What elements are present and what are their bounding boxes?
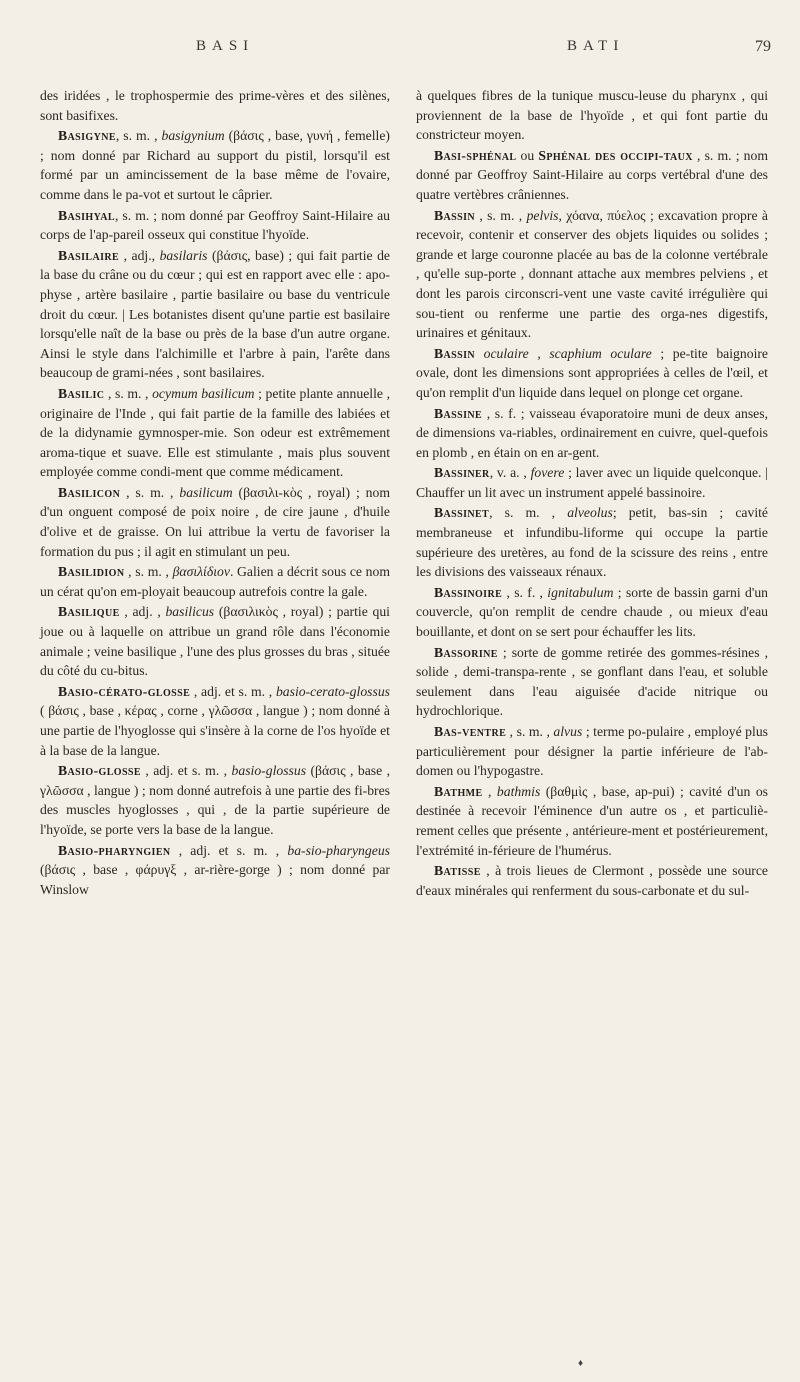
entry-headword: Bassorine — [434, 644, 498, 660]
entry-definition: (βάσις , base , γλῶσσα , langue ) ; nom donné autrefois à une partie des fi-bres des muscles hyoglosses , qui , de la partie supérieure de l'hyoïde, se porte vers la base de la langue. — [40, 763, 391, 837]
dictionary-entry — [40, 562, 390, 601]
entry-definition: ; pe-tite baignoire ovale, dont les dimensions sont appropriées à celles de l'œil, et qu'on remplit d'un liquide dans lequel on plonge cet organe. — [416, 345, 769, 400]
dictionary-entry — [416, 722, 768, 781]
entry-text: , à trois lieues de Clermont , possède une source d'eaux minérales qui renferment du sous-carbonate et du sul- — [416, 863, 768, 898]
entry-text: , s. m. , — [124, 564, 173, 580]
entry-headword: Basilicon — [58, 484, 121, 500]
entry-text: , s. m. , — [475, 207, 527, 223]
dictionary-entry — [40, 602, 390, 680]
entry-text — [475, 346, 484, 361]
entry-definition: . Galien a décrit sous ce nom un cérat qu'on em-ployait beaucoup autrefois contre la gale. — [40, 564, 390, 599]
dictionary-entry — [40, 206, 390, 245]
entry-definition: ( βάσις , base , κέρας , corne , γλῶσσα , langue ) ; nom donné à une partie de l'hyoglosse qui s'insère à la corne de l'os hyoïde et à la base de la langue. — [40, 703, 390, 758]
entry-text: , s. m. , — [489, 505, 568, 521]
entry-latin-term: βασιλίδιον — [172, 564, 230, 580]
continued-text — [416, 86, 768, 145]
entry-definition: ; petit, bas-sin ; cavité membraneuse et infundibu-liforme qui occupe la partie supérieure des uretères, au fond de la scissure des reins , entre les divisions des vaisseaux rénaux. — [416, 505, 768, 580]
entry-text: , v. a. , — [489, 465, 531, 481]
entry-headword: Bathme — [434, 783, 483, 799]
entry-latin-term: basigynium — [161, 128, 225, 144]
entry-text: , s. f. , — [502, 584, 548, 600]
right-column — [416, 86, 768, 901]
entry-definition: ; sorte de bassin garni d'un couvercle, qu'on remplit de cendre chaude , ou mieux d'eau bouillante, et dont on se sert pour échauffer les lits. — [416, 584, 769, 640]
entry-definition: (βασιλικὸς , royal) ; partie qui joue ou à laquelle on attribue un grand rôle dans l'économie animale ; veine basilique , l'une des plus grosses du bras , située du côté du cu-bitus. — [40, 604, 390, 679]
entry-text: des iridées , le trophospermie des prime-vères et des silènes, sont basifixes. — [40, 88, 390, 123]
dictionary-entry — [40, 483, 390, 561]
dictionary-entry — [416, 503, 768, 581]
dictionary-entry — [40, 761, 390, 839]
entry-headword: Basio-cérato-glosse — [58, 683, 191, 699]
entry-text: , s. m. , — [104, 385, 153, 401]
entry-headword: Bassinoire — [434, 584, 503, 600]
entry-headword: Basilidion — [58, 564, 125, 580]
entry-definition: ; laver avec un liquide quelconque. | Chauffer un lit avec un instrument appelé bassinoire. — [416, 465, 769, 500]
entry-text: , adj. , — [119, 604, 166, 620]
entry-latin-term: basio-cerato-glossus — [275, 683, 390, 699]
dictionary-entry — [416, 146, 768, 205]
entry-headword: Basihyal — [58, 207, 115, 223]
dictionary-entry — [416, 463, 768, 502]
dictionary-entry — [416, 206, 768, 343]
entry-latin-term: ba-sio-pharyngeus — [287, 842, 390, 858]
entry-latin-term: ignitabulum — [547, 584, 614, 600]
entry-text: , s. m. , — [115, 128, 162, 144]
entry-headword: Basi-sphénal — [434, 147, 517, 163]
entry-headword: Bassinet — [434, 505, 490, 521]
entry-headword: Basilic — [58, 385, 105, 401]
entry-latin-term: alvus — [553, 724, 583, 739]
dictionary-entry — [416, 782, 768, 860]
entry-headword: Basio-pharyngien — [58, 842, 171, 858]
entry-headword: Basilique — [58, 604, 120, 620]
entry-text: , — [482, 783, 497, 799]
entry-text: , adj. et s. m. , — [140, 763, 232, 779]
page-number: 79 — [755, 38, 771, 55]
dictionary-entry — [416, 344, 768, 403]
entry-latin-term: basio-glossus — [231, 763, 307, 779]
dictionary-entry — [40, 384, 390, 482]
entry-headword: Bassiner — [434, 465, 490, 481]
entry-definition: , s. m. ; nom donné par Geoffroy Saint-Hilaire au corps vertébral d'une des quatre vertèbres crâniennes. — [416, 147, 768, 202]
footer-mark: ♦ — [578, 1358, 584, 1369]
entry-headword: Bas-ventre — [434, 724, 507, 739]
dictionary-entry — [40, 126, 390, 204]
entry-text: , s. m. , — [506, 724, 554, 739]
entry-latin-term: bathmis — [496, 783, 541, 799]
entry-text: , s. f. ; vaisseau évaporatoire muni de deux anses, de dimensions va-riables, ordinairement en cuivre, quel-quefois en plomb , en étain on en ar-gent. — [416, 405, 768, 460]
left-column — [40, 86, 390, 900]
entry-text: ; sorte de gomme retirée des gommes-résines , solide , demi-transpa-rente , se gonflant dans l'eau, et soluble seulement dans l'eau aiguisée d'acide nitrique ou hydrochlorique. — [416, 644, 768, 719]
entry-headword: Sphénal des occipi-taux — [538, 147, 693, 163]
dictionary-entry — [416, 861, 768, 900]
entry-latin-term: oculaire , scaphium oculare — [483, 345, 652, 361]
entry-latin-term: ocymum basilicum — [152, 385, 255, 401]
entry-text: , s. m. , — [120, 484, 180, 500]
entry-headword: Bassin — [434, 207, 475, 223]
dictionary-entry — [40, 841, 390, 900]
entry-headword: Basigyne — [58, 128, 116, 144]
entry-headword: Bassin — [434, 345, 475, 361]
entry-latin-term: basilicus — [165, 604, 215, 620]
entry-text: , adj. et s. m. , — [190, 683, 276, 699]
dictionary-entry — [416, 643, 768, 721]
entry-text: , s. m. ; nom donné par Geoffroy Saint-Hilaire au corps de l'ap-pareil osseux qui constitue l'hyoïde. — [40, 207, 390, 243]
entry-text: à quelques fibres de la tunique muscu-leuse du pharynx , qui proviennent de la base de l'hyoïde , et qui font partie du constricteur moyen. — [416, 88, 768, 143]
entry-headword: Basio-glosse — [58, 763, 141, 779]
entry-definition: ; petite plante annuelle , originaire de l'Inde , qui fait partie de la famille des labiées et de la didynamie gymnosper-mie. Son odeur est extrêmement aroma-tique et suave. Elle est stimulante , mais plus souvent employée comme condi-ment que comme médicament. — [40, 385, 390, 480]
entry-definition: , χόανα, πύελος ; excavation propre à recevoir, contenir et conserver des objets liquides ou solides ; grande et large couronne placée au bas de la colonne vertébrale , qu'elle sup-porte , donnant attache aux membres pelviens , et dont les parois circonscri-vent une vaste cavité irrégulière qui sou-tient ou renferme une partie des orga-nes digestifs, urinaires et génitaux. — [416, 207, 768, 341]
entry-headword: Basilaire — [58, 247, 120, 263]
dictionary-entry — [40, 682, 390, 760]
entry-latin-term: fovere — [530, 465, 565, 481]
entry-definition: (βάσις , base, γυνή , femelle) ; nom donné par Richard au support du pistil, lorsqu'il est formé par un amincissement de la base même de l'ovaire, comme dans le pa-vot et surtout le câprier. — [40, 128, 390, 202]
entry-latin-term: pelvis — [526, 207, 559, 223]
entry-latin-term: basilaris — [159, 247, 208, 263]
entry-headword: Batisse — [434, 863, 481, 879]
dictionary-entry — [40, 246, 390, 383]
entry-definition: (βαθμὶς , base, ap-pui) ; cavité d'un os destinée à recevoir l'éminence d'un autre os , et particuliè-rement celles que présente , antérieure-ment et postérieurement, l'extrémité in-férieure de l'humérus. — [416, 783, 768, 858]
dictionary-entry — [416, 404, 768, 463]
running-header-right: BATI — [567, 38, 625, 54]
entry-text: ou — [516, 147, 539, 163]
entry-headword: Bassine — [434, 405, 483, 421]
entry-definition: (βάσις, base) ; qui fait partie de la base du crâne ou du cœur ; qui est en rapport avec elle : apo-physe , artère basilaire , partie basilaire ou base du ventricule droit du cœur. | Les botanistes disent qu'une partie est basilaire lorsqu'elle naît de la base ou près de la base d'un autre organe. Ainsi le style dans l'alchimille et l'arbre à pain, l'arête dans beaucoup de grami-nées , sont basilaires. — [40, 247, 390, 381]
continued-text — [40, 86, 390, 125]
entry-latin-term: basilicum — [179, 484, 233, 500]
running-header-left: BASI — [196, 38, 255, 54]
dictionary-entry — [416, 583, 768, 642]
entry-definition: ; terme po-pulaire , employé plus particulièrement pour désigner la partie inférieure de l'ab-domen ou l'hypogastre. — [416, 724, 768, 779]
entry-text: , adj., — [119, 247, 160, 263]
entry-definition: (βασιλι-κὸς , royal) ; nom d'un onguent composé de poix noire , de cire jaune , d'huile d'olive et de graisse. On lui attribue la vertu de favoriser la formation du pus ; il agit en stimulant un peu. — [40, 484, 390, 559]
entry-text: , adj. et s. m. , — [170, 842, 288, 858]
entry-latin-term: alveolus — [567, 505, 613, 521]
entry-definition: (βάσις , base , φάρυγξ , ar-rière-gorge ) ; nom donné par Winslow — [40, 862, 390, 897]
